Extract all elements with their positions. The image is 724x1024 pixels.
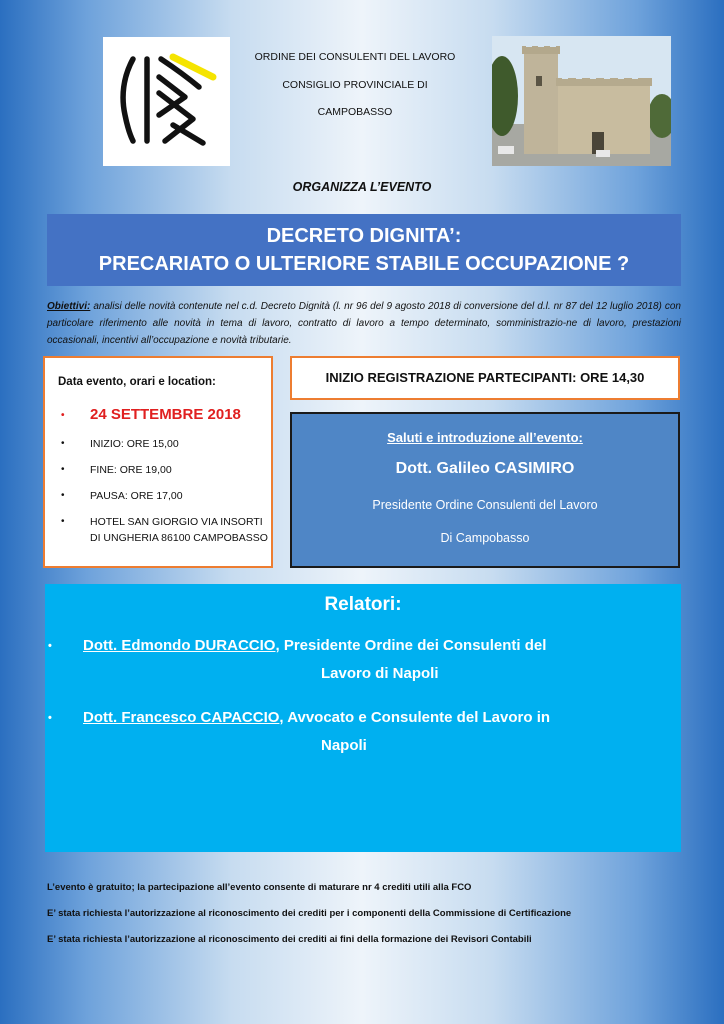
registration-start-box: INIZIO REGISTRAZIONE PARTECIPANTI: ORE 14,30: [290, 356, 680, 400]
end-time: FINE: ORE 19,00: [90, 464, 172, 476]
header-line-1: ORDINE DEI CONSULENTI DEL LAVORO: [254, 51, 456, 63]
greetings-speaker-role-2: Di Campobasso: [440, 531, 530, 545]
objectives-text: analisi delle novità contenute nel c.d. Decreto Dignità (l. nr 96 del 9 agosto 2018 di conversione del d.l. nr 87 del 12 luglio 2018) con particolare riferimento alle novità in tema di lavoro, contratto di lavoro a tempo determinato, somministrazio-ne di lavoro, prestazioni occasionali, incentivi all’occupazione e novità tributarie.: [47, 301, 681, 346]
castle-photo: [492, 36, 671, 166]
speaker-name: Dott. Francesco CAPACCIO: [83, 709, 280, 726]
speaker-role: , Avvocato e Consulente del Lavoro in: [279, 709, 551, 726]
organizes-event-heading: ORGANIZZA L’EVENTO: [292, 180, 432, 194]
event-date-item: [45, 406, 271, 424]
header-line-2: CONSIGLIO PROVINCIALE DI: [282, 78, 428, 91]
speakers-title: Relatori:: [324, 594, 402, 615]
event-title-line-1: DECRETO DIGNITA’:: [266, 225, 462, 247]
location-item: [45, 514, 271, 546]
event-title-line-2: PRECARIATO O ULTERIORE STABILE OCCUPAZIONE ?: [98, 253, 630, 275]
greetings-box: [290, 412, 680, 568]
speaker-item: [45, 704, 681, 760]
speakers-box: [45, 584, 681, 852]
objectives-paragraph: [47, 298, 681, 349]
event-location: HOTEL SAN GIORGIO VIA INSORTI DI UNGHERIA 86100 CAMPOBASSO: [90, 516, 268, 544]
start-time: INIZIO: ORE 15,00: [90, 438, 179, 450]
speaker-role: , Presidente Ordine dei Consulenti del: [275, 637, 547, 654]
event-details-list: [45, 406, 271, 556]
event-title-banner: [47, 214, 681, 286]
bullet-icon: •: [61, 410, 65, 421]
footer-note-1: L’evento è gratuito; la partecipazione all’evento consente di maturare nr 4 crediti utili alla FCO: [47, 882, 472, 893]
bullet-icon: •: [61, 438, 65, 449]
speaker-role-continued: Lavoro di Napoli: [321, 665, 439, 682]
pause-time-item: [45, 488, 271, 504]
start-time-item: [45, 436, 271, 452]
organization-name: [240, 52, 470, 135]
organization-logo: [103, 37, 230, 166]
bullet-icon: •: [48, 712, 52, 724]
bullet-icon: •: [61, 516, 65, 527]
bullet-icon: •: [61, 490, 65, 501]
bullet-icon: •: [48, 640, 52, 652]
footer-note-2: E’ stata richiesta l’autorizzazione al riconoscimento dei crediti per i componenti della Commissione di Certificazione: [47, 908, 572, 919]
greetings-speaker-role-1: Presidente Ordine Consulenti del Lavoro: [372, 498, 598, 512]
greetings-speaker-name: Dott. Galileo CASIMIRO: [395, 460, 575, 477]
bullet-icon: •: [61, 464, 65, 475]
objectives-label: Obiettivi:: [47, 301, 91, 312]
event-details-title: Data evento, orari e location:: [58, 376, 216, 388]
consulenti-lavoro-logo-icon: [103, 37, 230, 166]
header-line-3: CAMPOBASSO: [317, 106, 393, 118]
greetings-heading: Saluti e introduzione all’evento:: [387, 430, 583, 445]
footer-note-3: E’ stata richiesta l’autorizzazione al riconoscimento dei crediti ai fini della formazione dei Revisori Contabili: [47, 934, 532, 945]
event-details-box: [43, 356, 273, 568]
castle-photo-icon: [492, 36, 671, 166]
speaker-item: [45, 632, 681, 688]
speaker-name: Dott. Edmondo DURACCIO: [83, 637, 276, 654]
event-date: 24 SETTEMBRE 2018: [90, 406, 241, 423]
end-time-item: [45, 462, 271, 478]
pause-time: PAUSA: ORE 17,00: [90, 490, 183, 502]
speaker-role-continued: Napoli: [321, 737, 367, 754]
